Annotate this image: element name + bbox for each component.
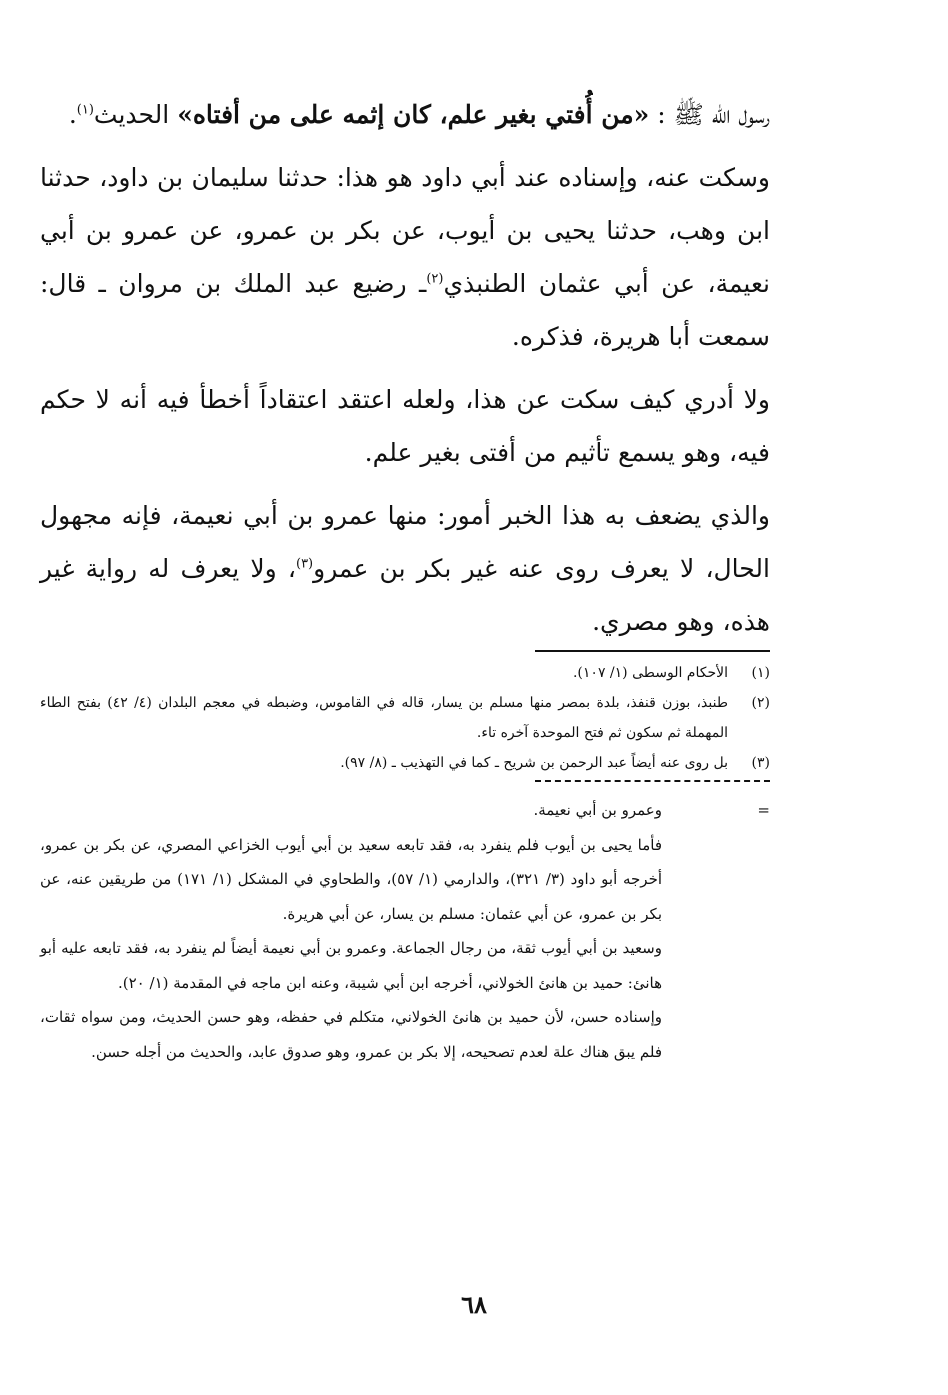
page-number: ٦٨ — [461, 1290, 487, 1319]
continued-paragraph: فأما يحيى بن أيوب فلم ينفرد به، فقد تابعه سعيد بن أبي أيوب الخزاعي المصري، عن بكر بن عمرو، أخرجه أبو داود (٣/ ٣٢١)، والدارمي (١/ ٥٧)، والطحاوي في المشكل (١/ ١٧١) من طريقين عنه، عن بكر بن عمرو، عن أبي عثمان: مسلم بن يسار، عن أبي هريرة. — [40, 835, 663, 923]
footnote-ref[interactable]: (١) — [76, 102, 94, 118]
footnote-number: (١) — [751, 665, 770, 681]
paragraph-2 — [40, 151, 770, 363]
main-text — [40, 88, 770, 648]
text-run: الحديث — [93, 100, 178, 129]
continued-footnote — [40, 793, 770, 1069]
paragraph-3: ولا أدري كيف سكت عن هذا، ولعله اعتقد اعتقاداً أخطأ فيه أنه لا حكم فيه، وهو يسمع تأثيم من أفتى بغير علم. — [40, 385, 770, 467]
text-run: والذي يضعف به هذا الخبر أمور: منها عمرو بن أبي نعيمة، فإنه مجهول الحال، لا يعرف روى عنه غير بكر بن عمرو — [40, 501, 770, 583]
paragraph-4 — [40, 489, 770, 648]
text-run: رسول الله ﷺ : — [649, 100, 770, 129]
footnote-item — [40, 658, 770, 688]
footnote-number: (٣) — [751, 755, 770, 771]
text-run: وسكت عنه، وإسناده عند أبي داود هو هذا: حدثنا سليمان بن داود، حدثنا ابن وهب، حدثنا يحيى بن أيوب، عن بكر بن عمرو، عن عمرو بن أبي نعيمة، عن أبي عثمان الطنبذي — [40, 163, 770, 298]
footnote-item — [40, 688, 770, 748]
text-run: ، ولا يعرف له رواية غير هذه، وهو مصري. — [40, 554, 770, 636]
footnote-text: الأحكام الوسطى (١/ ١٠٧). — [572, 665, 728, 681]
footnote-ref[interactable]: (٣) — [295, 556, 314, 572]
continued-paragraph: وإسناده حسن، لأن حميد بن هانئ الخولاني، متكلم في حفظه، وهو حسن الحديث، ومن سواه ثقات، فلم يبق هناك علة لعدم تصحيحه، إلا بكر بن عمرو، وهو صدوق عابد، والحديث من أجله حسن. — [40, 1008, 662, 1061]
footnote-ref[interactable]: (٢) — [426, 271, 444, 287]
footnote-text: بل روى عنه أيضاً عبد الرحمن بن شريح ـ كما في التهذيب ـ (٨/ ٩٧). — [340, 755, 728, 771]
continued-paragraph: وعمرو بن أبي نعيمة. — [533, 801, 662, 819]
footnotes — [40, 658, 770, 778]
text-run: ـ رضيع عبد الملك بن مروان ـ قال: سمعت أبا هريرة، فذكره. — [40, 269, 770, 351]
page-body — [40, 88, 770, 1061]
continued-footnote-body — [40, 793, 662, 1069]
continuation-divider — [535, 780, 770, 782]
footnote-text: طنبذ، بوزن قنفذ، بلدة بمصر منها مسلم بن يسار، قاله في القاموس، وضبطه في معجم البلدان (٤/ ٤٢) بفتح الطاء المهملة ثم سكون ثم فتح الموحدة آخره تاء. — [40, 695, 728, 741]
hadith-quote: «من أُفتي بغير علم، كان إثمه على من أفتاه» — [177, 100, 650, 129]
paragraph-1 — [40, 88, 770, 141]
text-run: . — [68, 100, 77, 129]
footnote-divider — [535, 650, 770, 652]
continuation-marker: = — [757, 801, 770, 819]
continued-paragraph: وسعيد بن أبي أيوب ثقة، من رجال الجماعة. وعمرو بن أبي نعيمة أيضاً لم ينفرد به، فقد تابعه عليه أبو هانئ: حميد بن هانئ الخولاني، أخرجه ابن أبي شيبة، وعنه ابن ماجه في المقدمة (١/ ٢٠). — [40, 939, 662, 992]
footnote-item — [40, 748, 770, 778]
footnote-number: (٢) — [751, 695, 770, 711]
